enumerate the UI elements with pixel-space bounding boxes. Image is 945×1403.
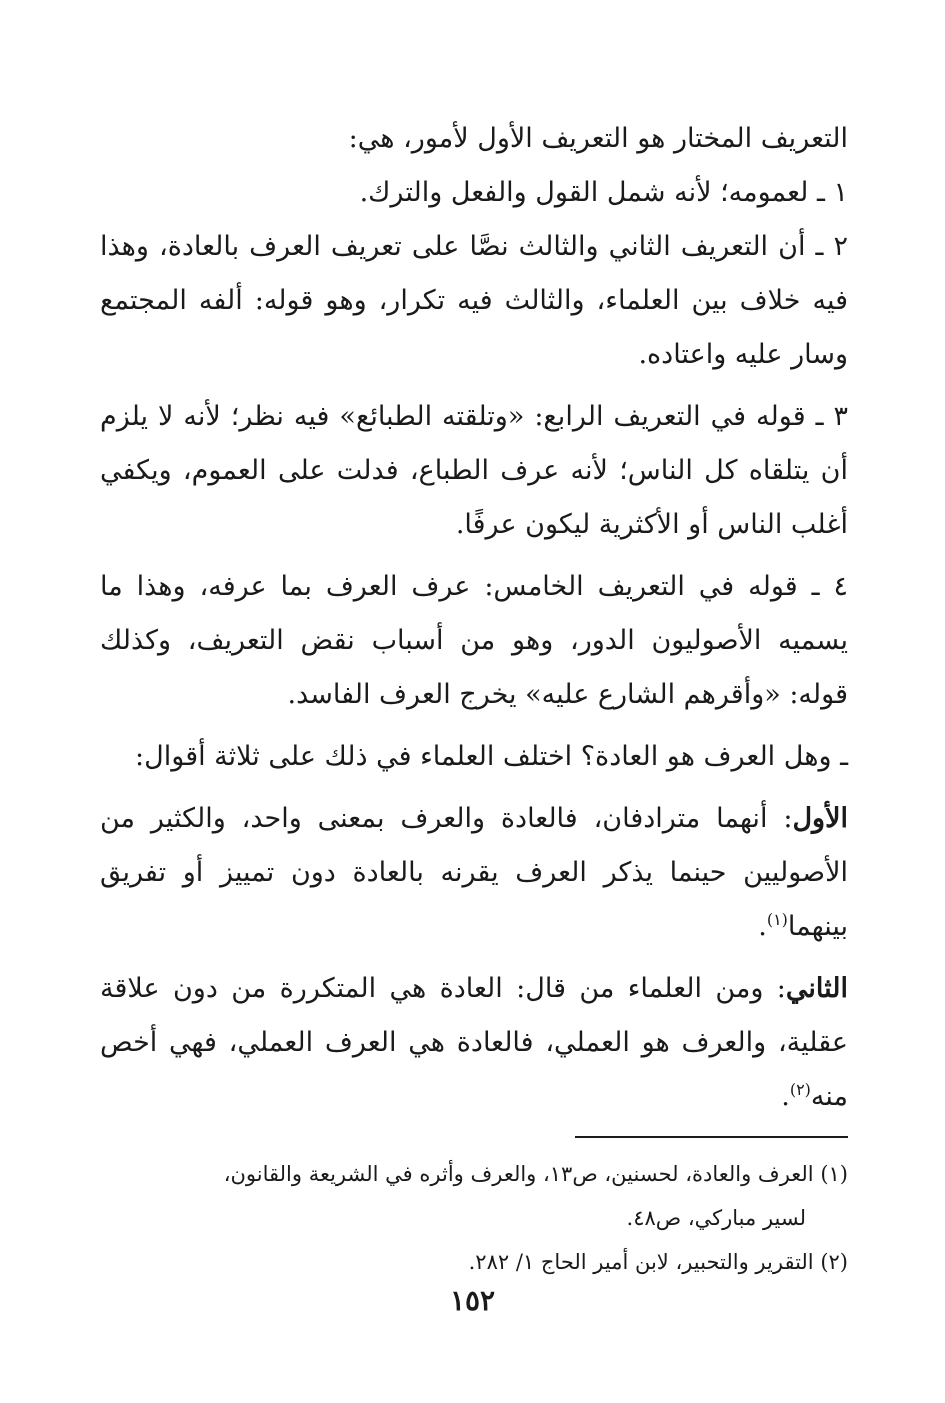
opinion-2-text: : ومن العلماء من قال: العادة هي المتكررة من دون علاقة عقلية، والعرف هو العملي، فالعادة هي العرف العملي، فهي أخص منه: [100, 973, 848, 1112]
paragraph-point-4: ٤ ـ قوله في التعريف الخامس: عرف العرف بما عرفه، وهذا ما يسميه الأصوليون الدور، وهو من أسباب نقض التعريف، وكذلك قوله: «وأقرهم الشارع عليه» يخرج العرف الفاسد.: [100, 571, 848, 710]
opinion-2-label: الثاني: [785, 973, 848, 1004]
paragraph-point-2: ٢ ـ أن التعريف الثاني والثالث نصَّا على تعريف العرف بالعادة، وهذا فيه خلاف بين العلماء، والثالث فيه تكرار، وهو قوله: ألفه المجتمع وسار عليه واعتاده.: [100, 231, 848, 370]
footnote-2: [100, 1240, 848, 1284]
footnote-1-line-1: (١) العرف والعادة، لحسنين، ص١٣، والعرف وأثره في الشريعة والقانون،: [223, 1162, 848, 1186]
paragraph-opinion-2: [100, 962, 848, 1124]
footnote-1-line-2: لسير مباركي، ص٤٨.: [626, 1206, 806, 1230]
opinion-1-label: الأول: [792, 803, 848, 834]
footnotes: [100, 1152, 848, 1284]
footnote-2-line-1: (٢) التقرير والتحبير، لابن أمير الحاج ١/ ٢٨٢.: [468, 1250, 848, 1274]
footnote-ref-2: (٢): [789, 1080, 811, 1099]
paragraph-opinion-1: [100, 792, 848, 954]
main-text: [100, 112, 848, 1124]
footnote-ref-1: (١): [766, 910, 788, 929]
footnote-1: [100, 1152, 848, 1240]
opinion-1-end: .: [758, 911, 767, 942]
footnote-divider: [575, 1136, 848, 1138]
opinion-1-text: : أنهما مترادفان، فالعادة والعرف بمعنى واحد، والكثير من الأصوليين حينما يذكر العرف يقرنه بالعادة دون تمييز أو تفريق بينهما: [100, 803, 848, 942]
paragraph-point-1: ١ ـ لعمومه؛ لأنه شمل القول والفعل والترك.: [359, 177, 848, 208]
paragraph-intro: التعريف المختار هو التعريف الأول لأمور، هي:: [348, 123, 848, 154]
page-number: ١٥٢: [449, 1284, 496, 1317]
opinion-2-end: .: [781, 1081, 790, 1112]
paragraph-point-3: ٣ ـ قوله في التعريف الرابع: «وتلقته الطبائع» فيه نظر؛ لأنه لا يلزم أن يتلقاه كل الناس؛ لأنه عرف الطباع، فدلت على العموم، ويكفي أغلب الناس أو الأكثرية ليكون عرفًا.: [100, 401, 848, 540]
paragraph-question: ـ وهل العرف هو العادة؟ اختلف العلماء في ذلك على ثلاثة أقوال:: [135, 741, 848, 772]
